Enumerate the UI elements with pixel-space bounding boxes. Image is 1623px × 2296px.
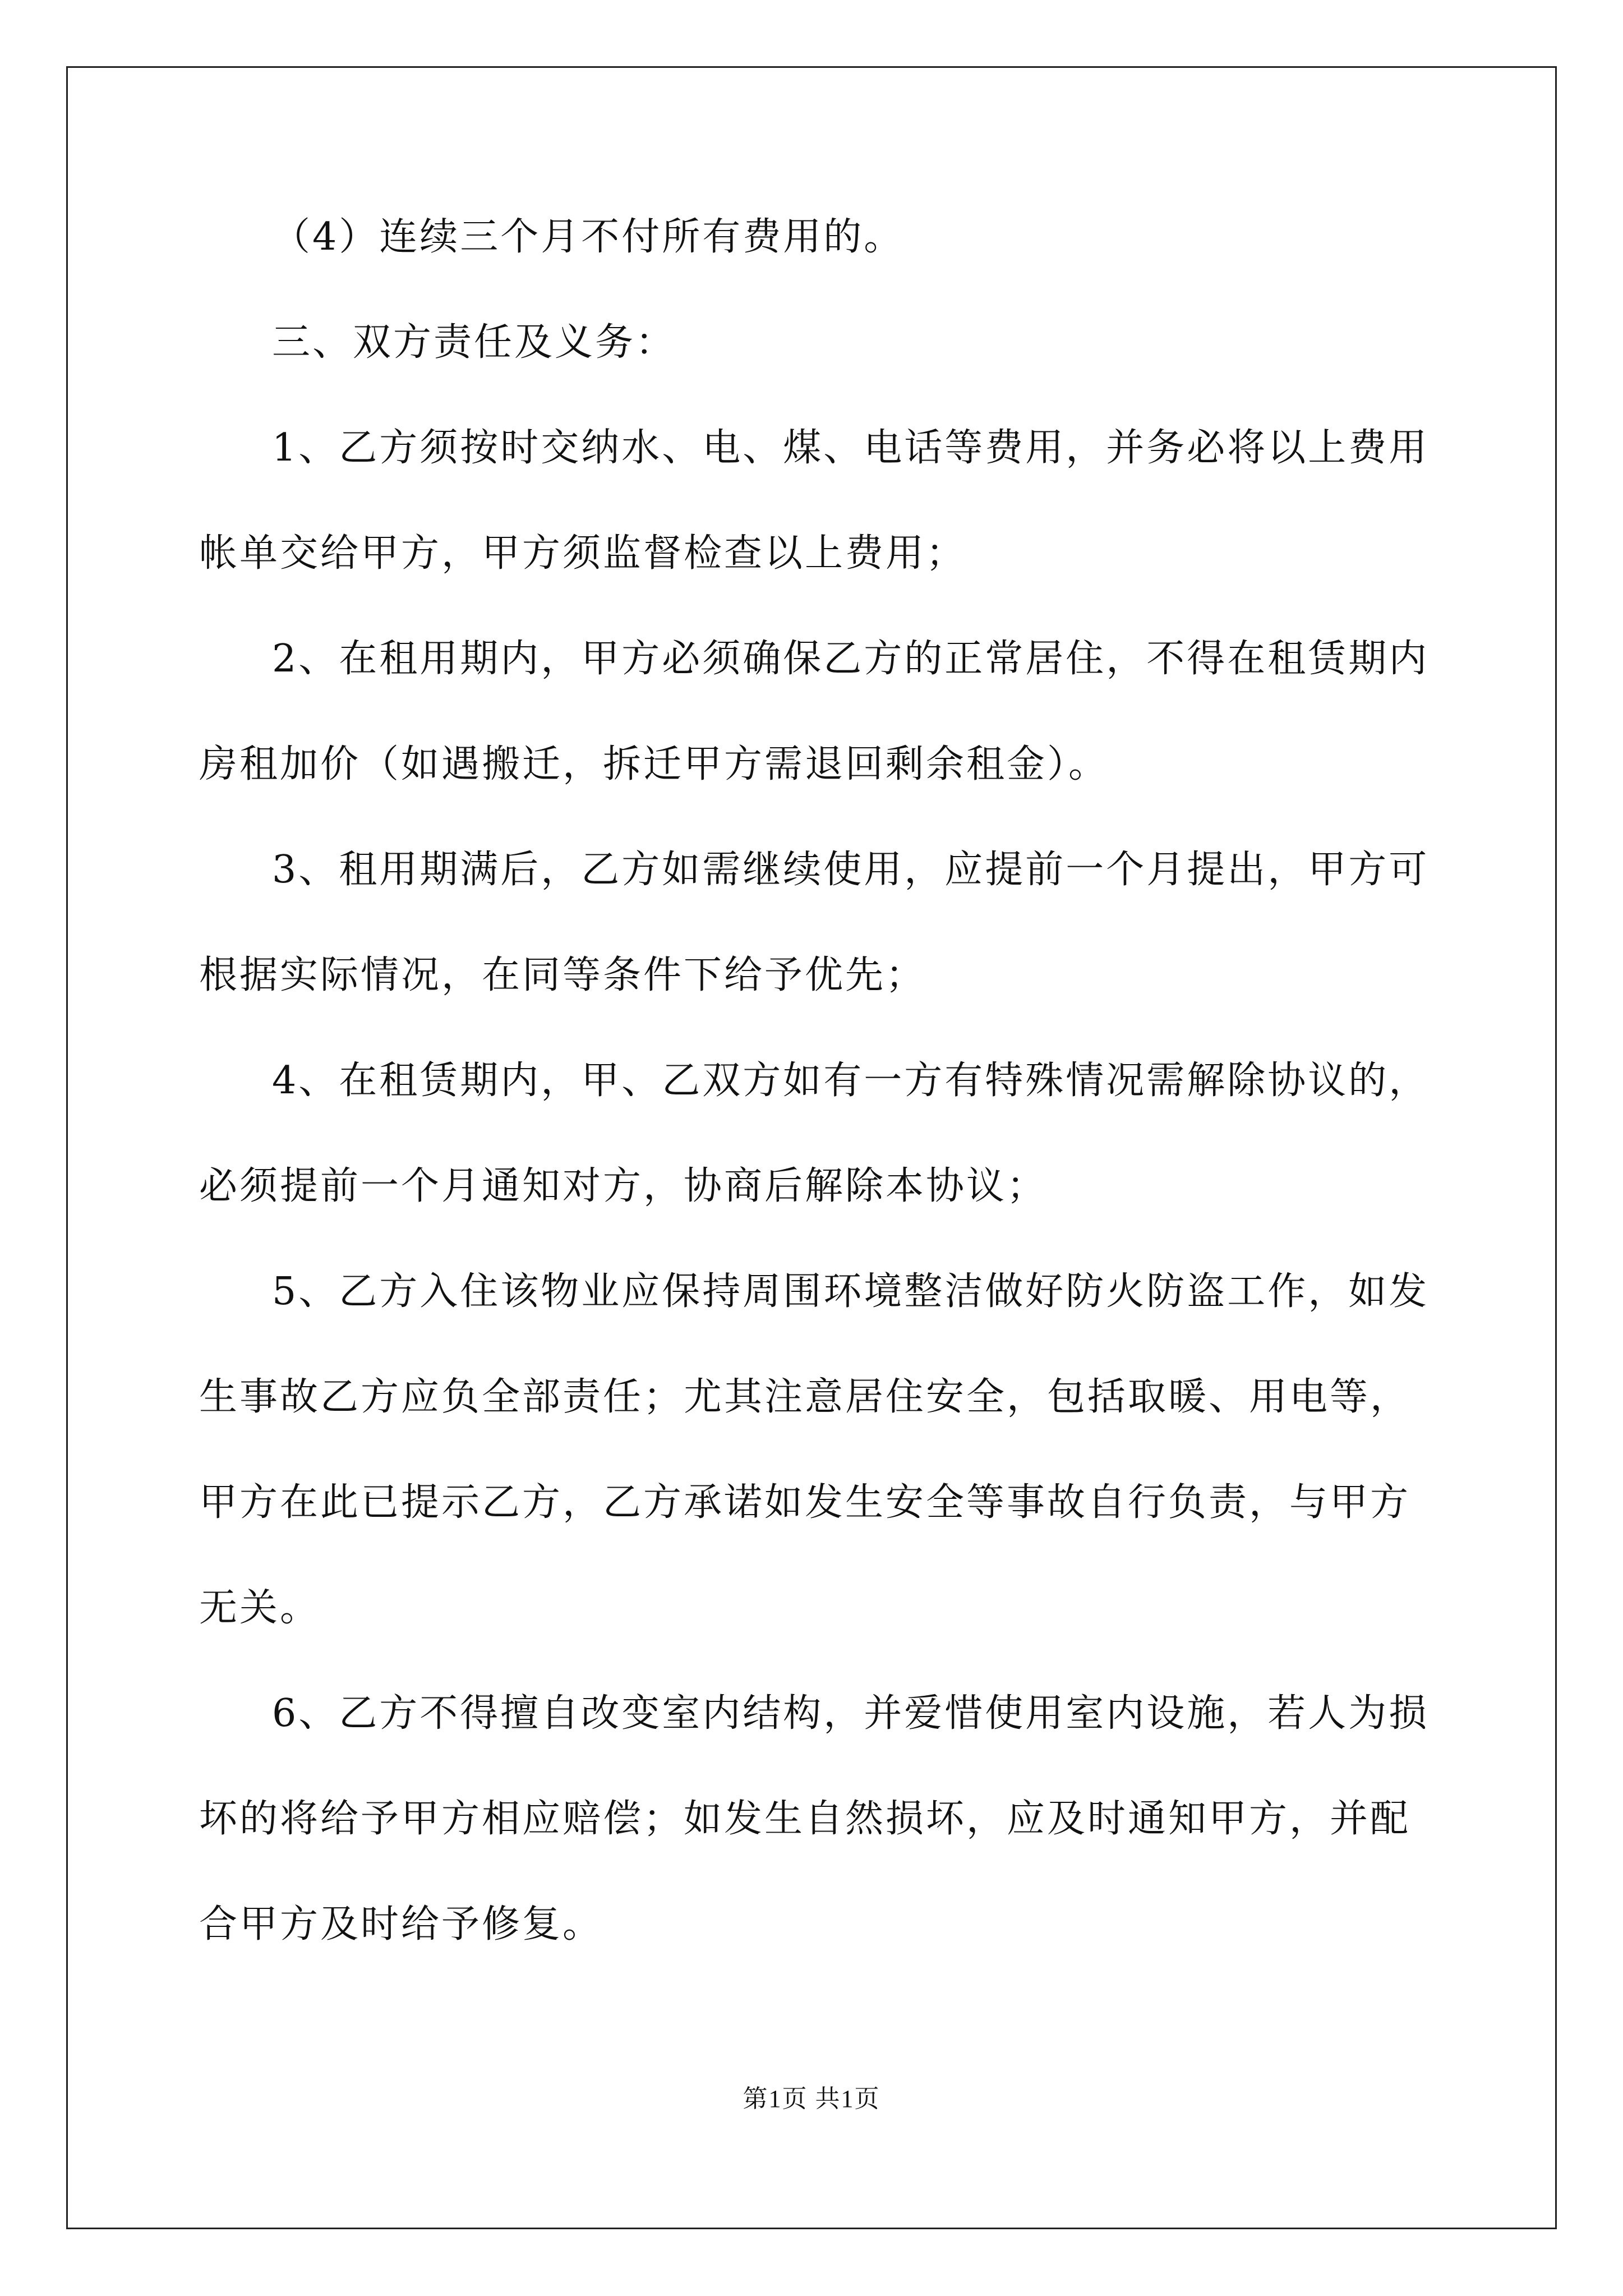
paragraph-line: （4）连续三个月不付所有费用的。 bbox=[272, 215, 905, 259]
section-heading: 三、双方责任及义务： bbox=[272, 320, 676, 365]
paragraph-line: 1、乙方须按时交纳水、电、煤、电话等费用，并务必将以上费用 bbox=[272, 426, 1430, 470]
paragraph-line: 帐单交给甲方，甲方须监督检查以上费用； bbox=[199, 531, 967, 576]
paragraph-line: 生事故乙方应负全部责任；尤其注意居住安全，包括取暖、用电等， bbox=[199, 1375, 1411, 1419]
paragraph-line: 必须提前一个月通知对方，协商后解除本协议； bbox=[199, 1164, 1048, 1208]
paragraph-line: 5、乙方入住该物业应保持周围环境整洁做好防火防盗工作，如发 bbox=[272, 1269, 1430, 1314]
paragraph-line: 甲方在此已提示乙方，乙方承诺如发生安全等事故自行负责，与甲方 bbox=[199, 1480, 1411, 1525]
paragraph-line: 2、在租用期内，甲方必须确保乙方的正常居住，不得在租赁期内 bbox=[272, 637, 1430, 681]
paragraph-line: 6、乙方不得擅自改变室内结构，并爱惜使用室内设施，若人为损 bbox=[272, 1691, 1430, 1736]
paragraph-line: 4、在租赁期内，甲、乙双方如有一方有特殊情况需解除协议的， bbox=[272, 1059, 1430, 1103]
paragraph-line: 无关。 bbox=[199, 1586, 321, 1630]
paragraph-line: 合甲方及时给予修复。 bbox=[199, 1902, 603, 1947]
paragraph-line: 房租加价（如遇搬迁，拆迁甲方需退回剩余租金）。 bbox=[199, 742, 1109, 786]
paragraph-line: 3、租用期满后，乙方如需继续使用，应提前一个月提出，甲方可 bbox=[272, 848, 1430, 892]
paragraph-line: 坏的将给予甲方相应赔偿；如发生自然损坏，应及时通知甲方，并配 bbox=[199, 1797, 1411, 1841]
paragraph-line: 根据实际情况，在同等条件下给予优先； bbox=[199, 953, 926, 997]
page-number-footer: 第1页 共1页 bbox=[743, 2085, 880, 2113]
